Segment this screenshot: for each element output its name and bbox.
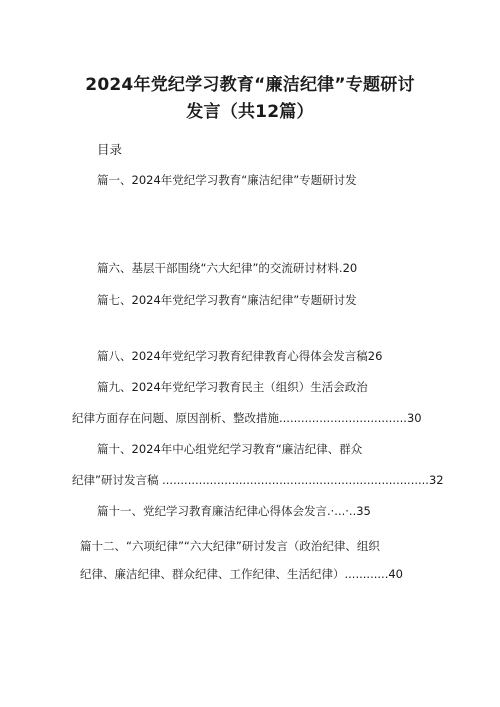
document-title-line-2: 发言（共12篇） bbox=[186, 102, 314, 122]
toc-entry-9-continued: 纪律方面存在问题、原因剖析、整改措施...................................30 bbox=[72, 411, 422, 425]
toc-entry-10: 篇十、2024年中心组党纪学习教育“廉洁纪律、群众 bbox=[97, 442, 363, 456]
toc-entry-9: 篇九、2024年党纪学习教育民主（组织）生活会政治 bbox=[97, 380, 368, 394]
document-title-line-1: 2024年党纪学习教育“廉洁纪律”专题研讨 bbox=[85, 75, 415, 95]
toc-entry-7: 篇七、2024年党纪学习教育“廉洁纪律”专题研讨发 bbox=[97, 293, 357, 307]
toc-entry-12-continued: 纪律、廉洁纪律、群众纪律、工作纪律、生活纪律）............40 bbox=[80, 567, 403, 581]
toc-entry-8: 篇八、2024年党纪学习教育纪律教育心得体会发言稿26 bbox=[97, 349, 383, 363]
toc-entry-12: 篇十二、“六项纪律”“六大纪律”研讨发言（政治纪律、组织 bbox=[80, 539, 380, 553]
toc-heading: 目录 bbox=[97, 142, 123, 157]
toc-entry-6: 篇六、基层干部围绕“六大纪律”的交流研讨材料.20 bbox=[97, 261, 358, 275]
toc-entry-1: 篇一、2024年党纪学习教育“廉洁纪律”专题研讨发 bbox=[97, 173, 357, 187]
toc-entry-10-continued: 纪律”研讨发言稿 .........................................................................32 bbox=[72, 473, 444, 487]
toc-entry-11: 篇十一、党纪学习教育廉洁纪律心得体会发言.·...·..35 bbox=[97, 504, 371, 518]
